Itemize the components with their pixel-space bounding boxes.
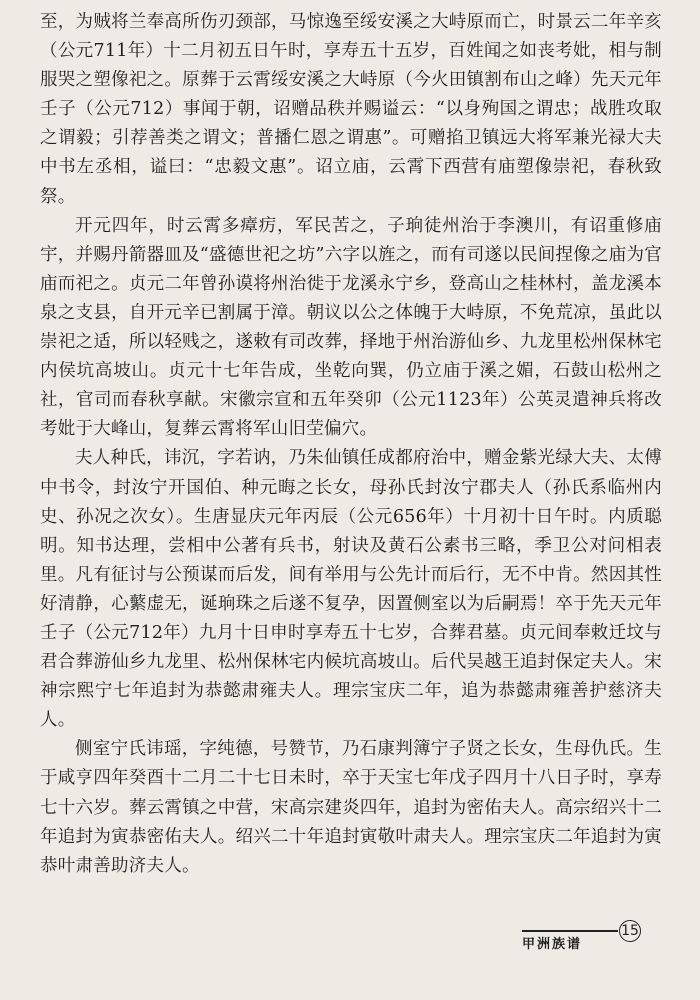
paragraph-1: 至，为贼将兰奉高所伤刃颈部，马惊逸至绥安溪之大峙原而亡，时景云二年辛亥（公元711年）十二月初五日午时，享寿五十五岁，百姓闻之如丧考妣，相与制服哭之塑像祀之。原葬于云霄绥安溪之大峙原（今火田镇割布山之峰）先天元年壬子（公元712）事闻于朝，诏赠品秩并赐谥云：“以身殉国之谓忠；战胜攻取之谓毅；引荐善类之谓文；普播仁恩之谓惠”。可赠掐卫镇远大将军兼光禄大夫中书左丞相，谥曰：“忠毅文惠”。诏立庙，云霄下西营有庙塑像崇祀，春秋致祭。 (40, 12, 662, 207)
book-title: 甲洲族谱 (522, 937, 583, 952)
paragraph-2: 开元四年，时云霄多瘴疠，军民苦之，子珦徒州治于李澳川，有诏重修庙宇，并赐丹箭器皿及“盛德世祀之坊”六字以旌之，而有司遂以民间捏像之庙为官庙而祀之。贞元二年曾孙谟将州治徙于龙溪永宁乡，登高山之桂林村，盖龙溪本泉之支县，自开元辛已割属于漳。朝议以公之体魄于大峙原，不免荒凉，虽此以崇祀之适，所以轻贱之，遂敕有司改葬，择地于州治游仙乡、九龙里松州保林宅内侯坑高坡山。贞元十七年告成，坐乾向巽，仍立庙于溪之媚，石鼓山松州之社，官司而春秋享献。宋徽宗宣和五年癸卯（公元1123年）公英灵遣神兵将改考妣于大峰山，复葬云霄将军山旧茔偏穴。 (40, 215, 662, 440)
paragraph-4: 侧室宁氏讳瑶，字纯德，号赞节，乃石康判簿宁子贤之长女，生母仇氏。生于咸亨四年癸酉十二月二十七日未时，卒于天宝七年戊子四月十八日子时，享寿七十六岁。葬云霄镇之中营，宋高宗建炎四年，追封为密佑夫人。高宗绍兴十二年追封为寅恭密佑夫人。绍兴二十年追封寅敬叶肃夫人。理宗宝庆二年追封为寅恭叶肃善助济夫人。 (40, 739, 662, 876)
page-footer (498, 918, 668, 952)
paragraph-3: 夫人种氏，讳沉，字若讷，乃朱仙镇任成都府治中，赠金紫光绿大夫、太傅中书令，封汝宁开国伯、种元晦之长女，母孙氏封汝宁郡夫人（孙氏系临州内史、孙况之次女）。生唐显庆元年丙辰（公元656年）十月初十日午时。内质聪明。知书达理，尝相中公著有兵书，射诀及黄石公素书三略，季卫公对问相表里。凡有征讨与公预谋而后发，间有举用与公先计而后行，无不中肯。然因其性好清静，心蘩虚无，诞珦珠之后遂不复孕，因置侧室以为后嗣焉！卒于先天元年壬子（公元712年）九月十日申时享寿五十七岁，合葬君墓。贞元间奉敕迁坟与君合葬游仙乡九龙里、松州保林宅内候坑高坡山。后代吴越王追封保定夫人。宋神宗熙宁七年追封为恭懿肃雍夫人。理宗宝庆二年，追为恭懿肃雍善护慈济夫人。 (40, 448, 662, 731)
body-text (40, 8, 662, 881)
page-number: 15 (619, 920, 641, 942)
footer-rule (522, 930, 618, 932)
